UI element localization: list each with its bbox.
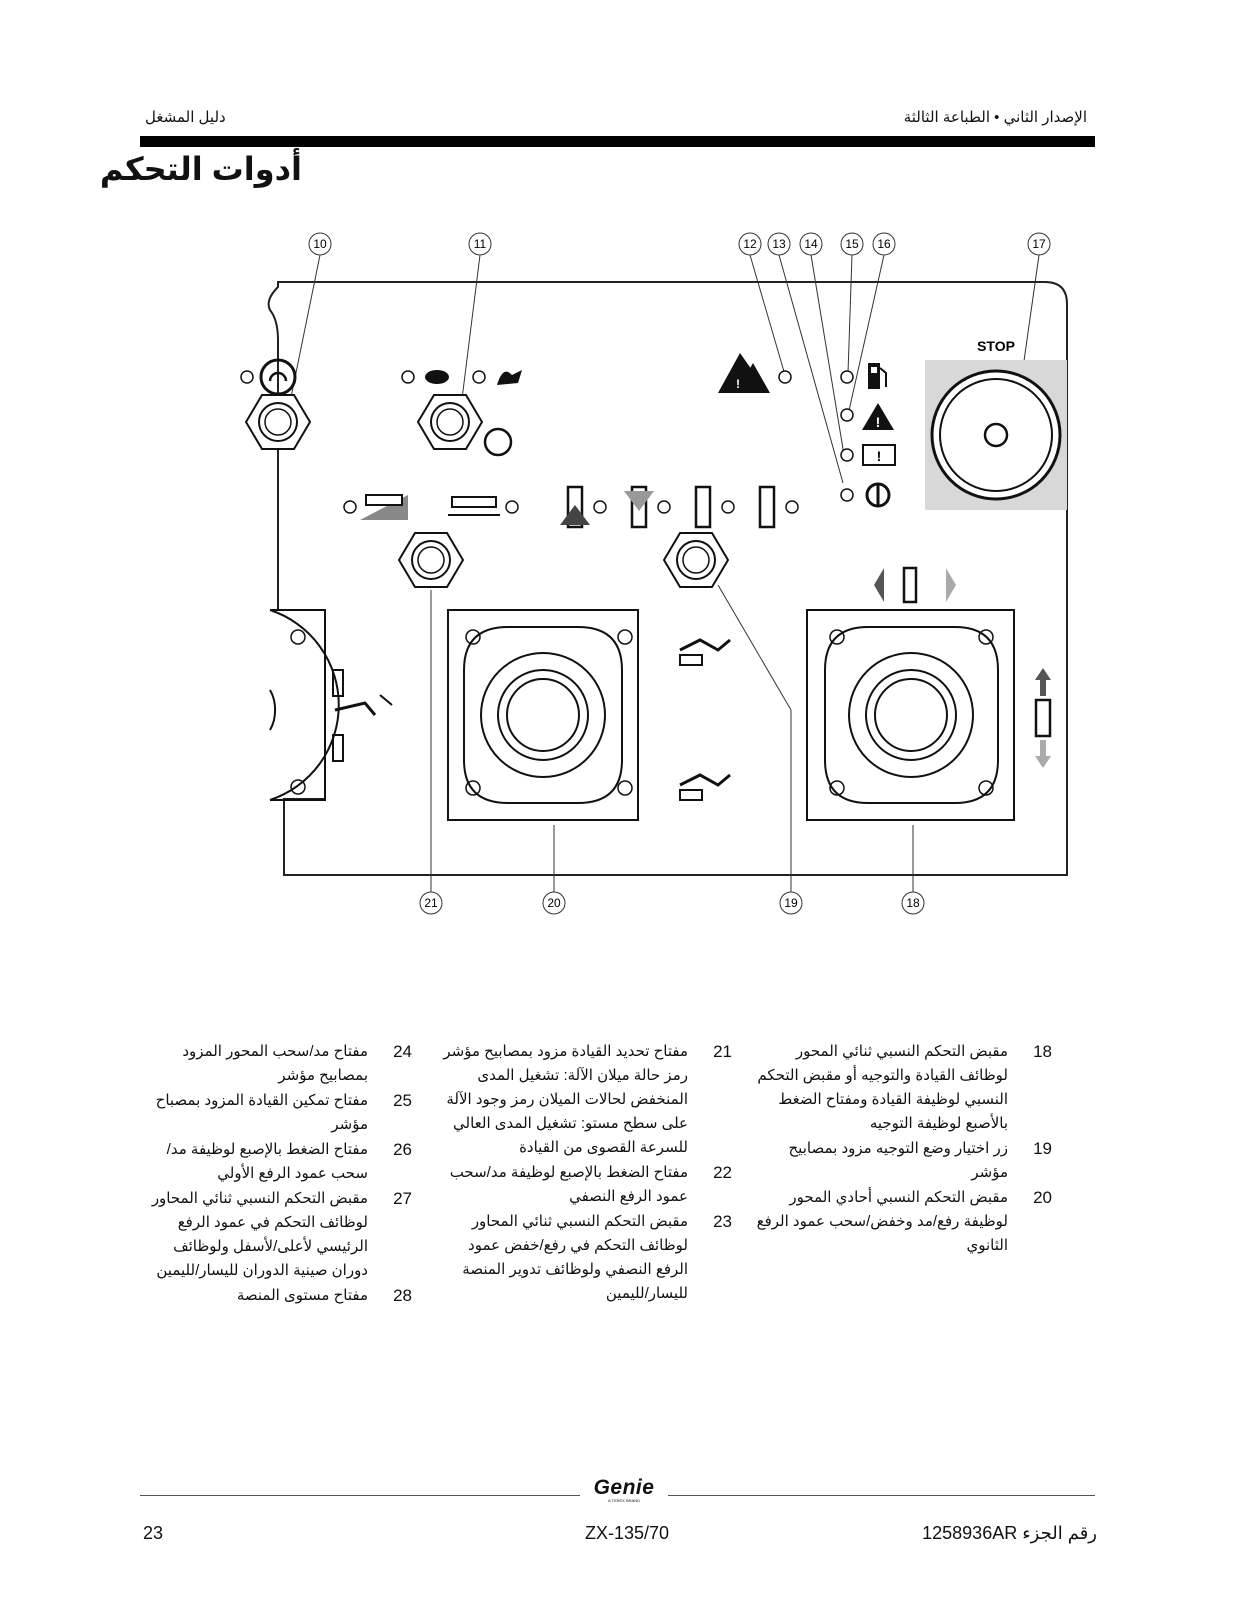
callout-15 [841,233,863,255]
svg-text:STOP: STOP [977,338,1015,354]
legend-item: 19 زر اختيار وضع التوجيه مزود بمصابيح مؤشر [788,1139,1052,1181]
legend-column-1 [752,1040,1052,1259]
legend-item: 25 مفتاح تمكين القيادة المزود بمصباح مؤشر [155,1091,412,1133]
secondary-boom-joystick[interactable] [448,610,638,820]
drive-speed-switch[interactable] [402,370,522,455]
legend-item: 27 مقبض التحكم النسبي ثنائي المحاور لوظائف التحكم في عمود الرفع الرئيسي لأعلى/لأسفل ولوظائف دوران صينية الدوران لليسار/لليمين [151,1189,412,1279]
svg-text:15: 15 [845,237,859,251]
svg-text:18: 18 [906,896,920,910]
callout-16 [873,233,895,255]
header-manual-title: دليل المشغل [145,109,226,126]
svg-text:21: 21 [424,896,438,910]
svg-text:13: 13 [772,237,786,251]
svg-text:!: ! [875,414,881,430]
svg-text:20: 20 [547,896,561,910]
legend-column-2 [442,1040,732,1307]
header-rule [140,136,1095,147]
legend-item: 28 مفتاح مستوى المنصة [236,1286,412,1305]
callout-18 [902,892,924,914]
page-title: أدوات التحكم [99,151,302,187]
control-panel-diagram [140,225,1100,945]
svg-text:16: 16 [877,237,891,251]
jib-function-icons [680,640,730,800]
svg-text:14: 14 [804,237,818,251]
callout-19 [780,892,802,914]
engine-start-switch[interactable] [241,360,310,449]
power-indicator [841,484,889,506]
drive-select-switch[interactable] [399,533,463,587]
svg-text:17: 17 [1032,237,1046,251]
legend-item: 20 مقبض التحكم النسبي أحادي المحور لوظيفة رفع/مد وخفض/سحب عمود الرفع الثانوي [756,1188,1052,1254]
primary-boom-joystick[interactable] [270,610,339,800]
system-fault-indicator [841,403,894,430]
legend-item: 22 مفتاح الضغط بالإصبع لوظيفة مد/سحب عمود الرفع النصفي [449,1163,732,1205]
callout-17 [1028,233,1050,255]
model-number: ZX-135/70 [585,1523,670,1543]
legend-column-3 [140,1040,412,1309]
primary-boom-function-icon [333,670,392,761]
legend-item: 18 مقبض التحكم النسبي ثنائي المحور لوظائف القيادة والتوجيه أو مقبض التحكم النسبي لوظيفة القيادة ومفتاح الضغط بالأصبع لوظيفة التوجيه [757,1042,1052,1132]
genie-logo: Genie A TEREX BRAND [580,1476,668,1514]
svg-text:10: 10 [313,237,327,251]
header-edition: الإصدار الثاني • الطباعة الثالثة [903,109,1087,126]
svg-text:11: 11 [473,237,487,251]
svg-text:!: ! [876,448,882,464]
callout-11 [469,233,491,255]
svg-text:19: 19 [784,896,798,910]
legend-item: 23 مقبض التحكم النسبي ثنائي المحاور لوظائف التحكم في رفع/خفض عمود الرفع النصفي ولوظائف تدوير المنصة لليسار/لليمين [462,1212,732,1302]
legend-item: 26 مفتاح الضغط بالإصبع لوظيفة مد/سحب عمود الرفع الأولي [166,1140,412,1182]
callout-21 [420,892,442,914]
drive-direction-icon [1035,668,1051,768]
part-number: رقم الجزء 1258936AR [922,1523,1097,1543]
steer-mode-select-switch[interactable] [664,533,728,587]
steer-mode-indicators [560,487,798,527]
callout-20 [543,892,565,914]
drive-range-indicators [344,495,518,520]
callout-10 [309,233,331,255]
callout-14 [800,233,822,255]
drive-steer-joystick[interactable] [807,568,1014,820]
svg-text:12: 12 [743,237,757,251]
legend-item: 21 مفتاح تحديد القيادة مزود بمصابيح مؤشر رمز حالة ميلان الآلة: تشغيل المدى المنخفض لحالات الميلان رمز وجود الآلة على سطح مستو: تشغيل المدى العالي للسرعة القصوى من القيادة [443,1042,732,1156]
callout-12 [739,233,761,255]
engine-check-indicator [841,445,895,465]
svg-text:!: ! [736,377,740,391]
page-number: 23 [143,1523,164,1543]
callout-13 [768,233,790,255]
legend-item: 24 مفتاح مد/سحب المحور المزود بمصابيح مؤشر [182,1042,412,1084]
emergency-stop-button[interactable] [925,338,1067,510]
